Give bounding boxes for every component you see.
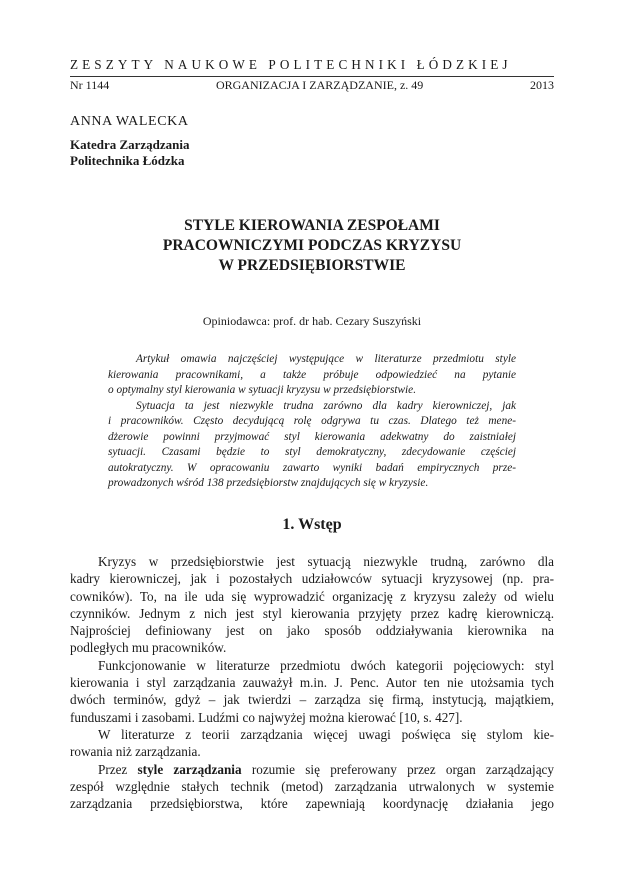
- reviewer-line: Opiniodawca: prof. dr hab. Cezary Suszyński: [202, 314, 422, 328]
- abstract-line: prowadzonych wśród 138 przedsiębiorstw znajdujących się w kryzysie.: [108, 477, 429, 489]
- abstract-line: i pracowników. Często decydującą rolę odgrywa tu czas. Dlatego też mene-: [108, 415, 516, 427]
- journal-title: ZESZYTY NAUKOWE POLITECHNIKI ŁÓDZKIEJ: [70, 57, 512, 72]
- abstract-line: o optymalny styl kierowania w sytuacji kryzysu w przedsiębiorstwie.: [108, 384, 417, 396]
- section-body: [70, 553, 554, 812]
- body-line: Kryzys w przedsiębiorstwie jest sytuacją niezwykle trudną, zarówno dla: [98, 554, 554, 569]
- body-line: Najprościej definiowany jest on jako sposób oddziaływania kierownika na: [70, 623, 554, 639]
- abstract-line: kierowania pracownikami, a także próbuje odpowiedzieć na pytanie: [108, 368, 516, 381]
- body-line: dwóch terminów, gdyż – jak twierdzi – zarządza się firmą, instytucją, majątkiem,: [70, 692, 554, 708]
- title-line: W PRZEDSIĘBIORSTWIE: [218, 257, 406, 274]
- bold-term: style zarządzania: [137, 761, 242, 777]
- section-heading: 1. Wstęp: [282, 516, 342, 533]
- body-line-rest: rozumie się preferowany przez organ zarządzający: [251, 761, 554, 777]
- journal-series: ORGANIZACJA I ZARZĄDZANIE, z. 49: [215, 78, 424, 92]
- abstract: [108, 352, 516, 492]
- author-affiliation: [70, 137, 190, 169]
- abstract-line: autokratyczny. W opracowaniu zawarto wyniki badań empirycznych prze-: [108, 461, 516, 474]
- affiliation-department: Katedra Zarządzania: [70, 137, 190, 152]
- abstract-line: Sytuacja ta jest niezwykle trudna zarówno dla kadry kierowniczej, jak: [136, 399, 516, 412]
- affiliation-university: Politechnika Łódzka: [70, 153, 185, 168]
- abstract-line: Artykuł omawia najczęściej występujące w literaturze przedmiotu style: [136, 353, 516, 365]
- body-line: rowania niż zarządzania.: [70, 744, 201, 760]
- issue-line: [70, 78, 554, 92]
- author-name: ANNA WALECKA: [70, 114, 189, 129]
- body-line: podległych mu pracowników.: [70, 640, 227, 656]
- abstract-line: sytuacji. Czasami będzie to styl demokratyczny, zdecydowanie częściej: [108, 446, 516, 458]
- body-line: Funkcjonowanie w literaturze przedmiotu dwóch kategorii pojęciowych: styl: [98, 657, 554, 673]
- issue-number: Nr 1144: [70, 78, 110, 92]
- body-line-lead: Przez: [98, 761, 138, 777]
- title-line: STYLE KIEROWANIA ZESPOŁAMI: [184, 217, 440, 234]
- issue-year: 2013: [530, 78, 554, 92]
- body-line: zespół względnie stałych technik (metod) zarządzania utrwalonych w systemie: [70, 778, 554, 794]
- abstract-line: dżerowie powinni przyjmować styl kierowania adekwatny do zaistniałej: [108, 430, 516, 443]
- body-line: zarządzania przedsiębiorstwa, które zapewniają koordynację działania jego: [70, 796, 554, 812]
- body-line: kierowania i styl zarządzania zauważył m.in. J. Penc. Autor ten nie utożsamia tych: [70, 675, 554, 691]
- body-line: czynników. Jednym z nich jest styl kierowania przyjęty przez kadrę kierowniczą.: [70, 605, 554, 621]
- title-line: PRACOWNICZYMI PODCZAS KRYZYSU: [162, 237, 462, 254]
- article-title: [70, 216, 554, 276]
- body-line: kadry kierowniczej, jak i pozostałych udziałowców sytuacji kryzysowej (np. pra-: [70, 571, 554, 587]
- header-rule: [70, 76, 554, 77]
- body-line: cowników). To, na ile uda się wyprowadzić organizację z kryzysu zależy od wielu: [70, 588, 554, 604]
- body-line: W literaturze z teorii zarządzania więcej uwagi poświęca się stylom kie-: [98, 726, 554, 742]
- body-line: funduszami i zasobami. Ludźmi co najwyżej można kierować [10, s. 427].: [70, 709, 463, 725]
- body-line: [70, 761, 554, 778]
